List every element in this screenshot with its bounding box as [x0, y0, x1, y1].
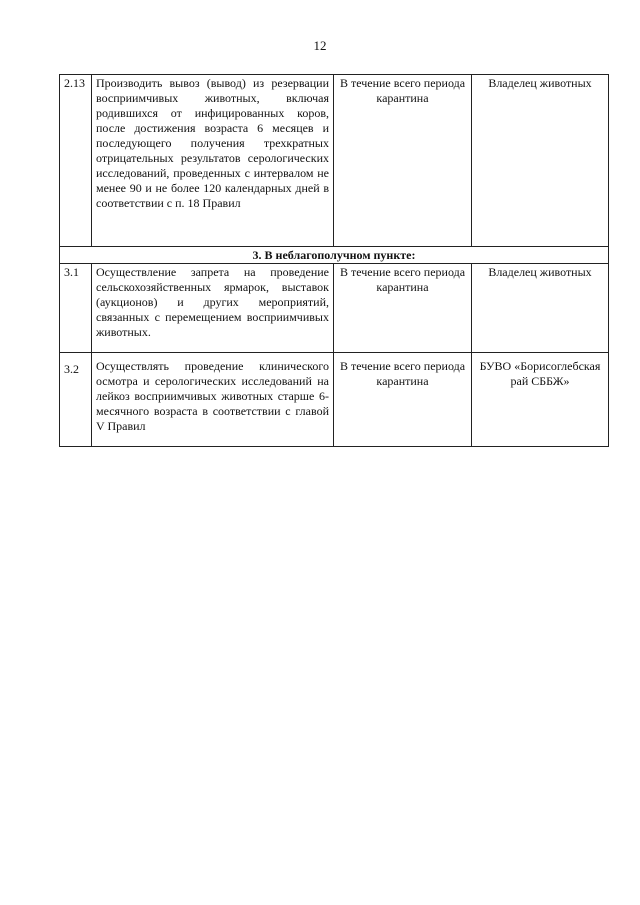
table-row: [60, 75, 609, 247]
measure-responsible: Владелец животных: [472, 264, 609, 353]
table-row: [60, 264, 609, 353]
measures-table: [59, 74, 609, 447]
measure-term: В течение всего периода карантина: [334, 264, 472, 353]
section-header-row: [60, 247, 609, 264]
measure-term: В течение всего периода карантина: [334, 75, 472, 247]
measure-description: Производить вывоз (вывод) из резервации восприимчивых животных, включая родившихся от инфицированных коров, после достижения возраста 6 месяцев и последующего получения трехкратных отрицательных результатов серологических исследований, проведенных с интервалом не менее 90 и не более 120 календарных дней в соответствии с п. 18 Правил: [92, 75, 334, 247]
section-title: 3. В неблагополучном пункте:: [60, 247, 609, 264]
measure-description: Осуществлять проведение клинического осмотра и серологических исследований на лейкоз восприимчивых животных старше 6-месячного возраста в соответствии с главой V Правил: [92, 353, 334, 447]
item-number: 3.1: [60, 264, 92, 353]
table-row: [60, 353, 609, 447]
measure-responsible: БУВО «Борисоглебская рай СББЖ»: [472, 353, 609, 447]
measure-term: В течение всего периода карантина: [334, 353, 472, 447]
measure-responsible: Владелец животных: [472, 75, 609, 247]
measure-description: Осуществление запрета на проведение сельскохозяйственных ярмарок, выставок (аукционов) и других мероприятий, связанных с перемещением восприимчивых животных.: [92, 264, 334, 353]
item-number: 3.2: [60, 353, 92, 447]
item-number: 2.13: [60, 75, 92, 247]
page-number: 12: [313, 38, 327, 53]
